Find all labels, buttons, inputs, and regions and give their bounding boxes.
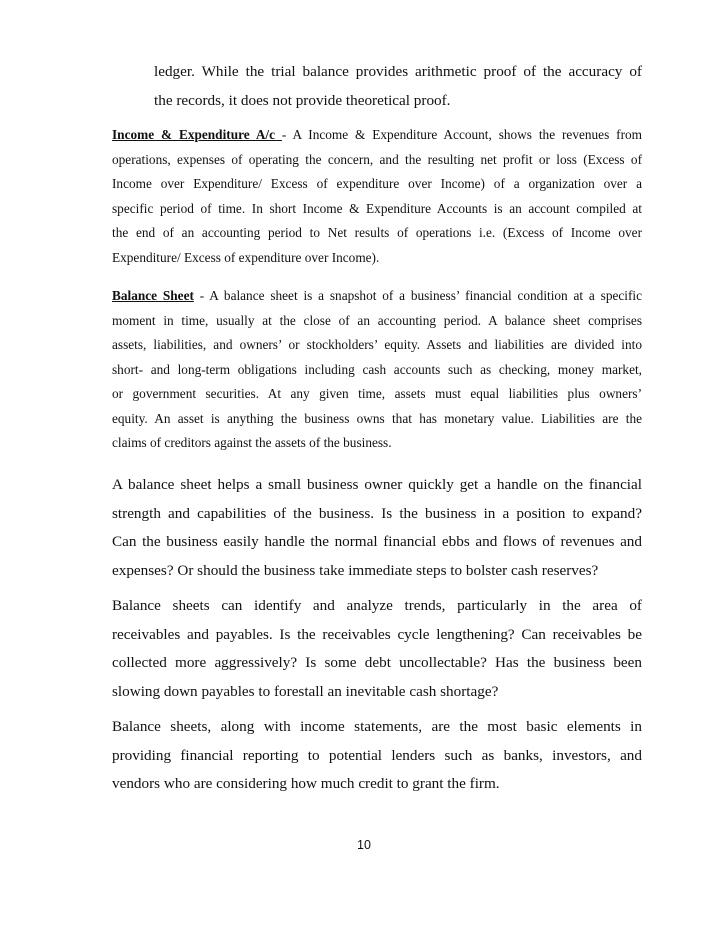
balance-sheet-term: Balance Sheet bbox=[112, 288, 194, 303]
balance-sheet-paragraph bbox=[112, 284, 642, 456]
text-line: operations, expenses of operating the concern, and the resulting net profit or loss (Excess of bbox=[112, 151, 642, 167]
text-line: slowing down payables to forestall an inevitable cash shortage? bbox=[112, 683, 499, 701]
text-line bbox=[112, 123, 642, 148]
text-run: - A Income & Expenditure Account, shows the revenues from bbox=[281, 127, 642, 142]
text-line: the records, it does not provide theoretical proof. bbox=[154, 91, 451, 109]
text-line: Expenditure/ Excess of expenditure over Income). bbox=[112, 249, 380, 265]
text-line: assets, liabilities, and owners’ or stockholders’ equity. Assets and liabilities are divided into bbox=[112, 337, 642, 352]
text-line: moment in time, usually at the close of an accounting period. A balance sheet comprises bbox=[112, 312, 642, 328]
text-run: - A balance sheet is a snapshot of a business’ financial condition at a specific bbox=[193, 288, 642, 303]
text-line: vendors who are considering how much credit to grant the firm. bbox=[112, 775, 500, 793]
text-line: strength and capabilities of the business. Is the business in a position to expand? bbox=[112, 504, 642, 522]
text-line: Balance sheets, along with income statements, are the most basic elements in bbox=[112, 718, 642, 735]
text-line: short- and long-term obligations including cash accounts such as checking, money market, bbox=[112, 361, 642, 377]
text-line: receivables and payables. Is the receivables cycle lengthening? Can receivables be bbox=[112, 625, 642, 643]
text-line: collected more aggressively? Is some debt uncollectable? Has the business been bbox=[112, 654, 642, 672]
text-line: Income over Expenditure/ Excess of expenditure over Income) of a organization over a bbox=[112, 176, 642, 191]
trends-paragraph bbox=[112, 592, 642, 707]
text-line: or government securities. At any given time, assets must equal liabilities plus owners’ bbox=[112, 386, 642, 401]
intro-paragraph bbox=[154, 58, 642, 115]
text-line: A balance sheet helps a small business owner quickly get a handle on the financial bbox=[112, 476, 642, 493]
text-line: expenses? Or should the business take immediate steps to bolster cash reserves? bbox=[112, 562, 599, 580]
text-line: ledger. While the trial balance provides arithmetic proof of the accuracy of bbox=[154, 63, 642, 80]
handle-paragraph bbox=[112, 471, 642, 586]
income-expenditure-paragraph bbox=[112, 123, 642, 270]
text-line: specific period of time. In short Income & Expenditure Accounts is an account compiled at bbox=[112, 200, 642, 216]
text-line: claims of creditors against the assets of the business. bbox=[112, 435, 392, 450]
text-line: Can the business easily handle the normal financial ebbs and flows of revenues and bbox=[112, 533, 642, 551]
reporting-paragraph bbox=[112, 713, 642, 799]
text-line: the end of an accounting period to Net results of operations i.e. (Excess of Income over bbox=[112, 225, 642, 240]
text-line: providing financial reporting to potential lenders such as banks, investors, and bbox=[112, 746, 642, 764]
text-line: Balance sheets can identify and analyze trends, particularly in the area of bbox=[112, 597, 642, 614]
page-number: 10 bbox=[357, 838, 371, 852]
text-line bbox=[112, 284, 642, 309]
text-line: equity. An asset is anything the business owns that has monetary value. Liabilities are the bbox=[112, 410, 642, 426]
income-expenditure-term: Income & Expenditure A/c bbox=[112, 127, 282, 142]
